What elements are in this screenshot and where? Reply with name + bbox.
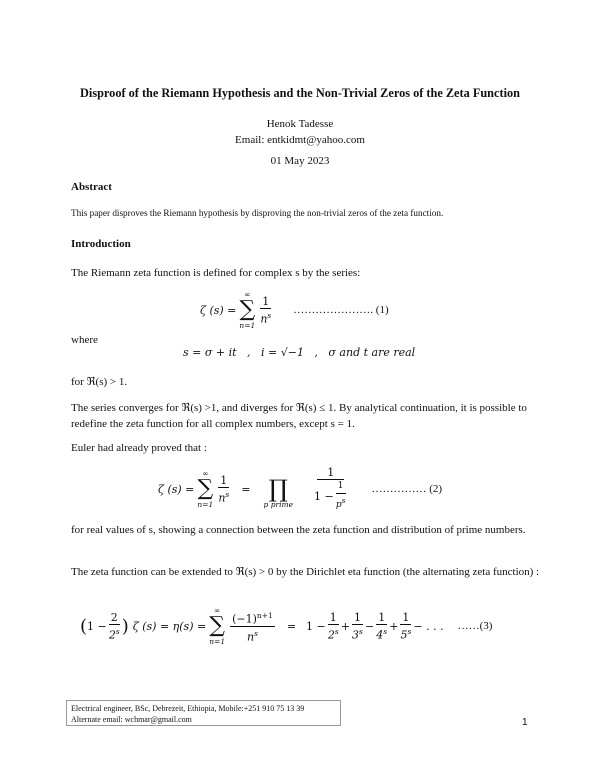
abstract-heading: Abstract [71,181,112,193]
equation-3-label: ……(3) [457,620,493,632]
paragraph-analytic-continuation: The series converges for ℜ(s) >1, and diverges for ℜ(s) ≤ 1. By analytical continuation, it is possible to redefine the zeta function for all complex numbers, except s = 1. [71,402,527,430]
paper-title: Disproof of the Riemann Hypothesis and the Non-Trivial Zeros of the Zeta Function [80,86,520,100]
publication-date: 01 May 2023 [270,155,330,167]
paragraph-zeta-definition: The Riemann zeta function is defined for complex s by the series: [71,267,361,279]
author-email: Email: entkidmt@yahoo.com [235,134,365,146]
equation-where: s = σ + it , i = √−1 , σ and t are real [183,346,416,359]
equation-3: ( 1 − $\frac{2}{2^s}$ ) ζ (s) = η(s) = ∞ ∑ n=1 $\frac{(-1)^{n+1}}{n^s}$ = 1 − $\frac{1}{2^s}$ + $\frac{1}{3^s}$ − $\frac{1}{4^s}$ + $\frac{1}{5^s}$ − . . . ……(3) [80,606,493,646]
where-text: where [71,334,98,346]
summation-symbol: ∞ ∑ n=1 [239,290,256,330]
author-name: Henok Tadesse [266,118,334,130]
equation-1-label: …………………. (1) [293,304,389,316]
equation-2-label: …………… (2) [371,483,443,495]
introduction-heading: Introduction [71,238,131,250]
paragraph-euler: Euler had already proved that : [71,442,207,454]
abstract-text: This paper disproves the Riemann hypothesis by disproving the non-trivial zeros of the zeta function. [71,208,444,218]
footnote-box [66,700,341,726]
equation-1: ζ (s) = ∞ ∑ n=1 $\frac{1}{n^s}$ …………………. (1) [200,290,389,330]
page-number: 1 [522,717,528,728]
footnote-line-2: Alternate email: wchmar@gmail.com [71,715,192,724]
convergence-condition: for ℜ(s) > 1. [71,376,128,388]
equation-2: ζ (s) = ∞ ∑ n=1 $\frac{1}{n^s}$ = ∏ p prime 1 1 − $\frac{1}{p^s}$ …………… (2) [158,466,443,510]
footnote-line-1: Electrical engineer, BSc, Debrezeit, Ethiopia, Mobile:+251 910 75 13 39 [71,704,305,713]
paragraph-eta-function: The zeta function can be extended to ℜ(s) > 0 by the Dirichlet eta function (the alternating zeta function) : [71,566,540,578]
paragraph-real-values: for real values of s, showing a connection between the zeta function and distribution of prime numbers. [71,524,526,536]
